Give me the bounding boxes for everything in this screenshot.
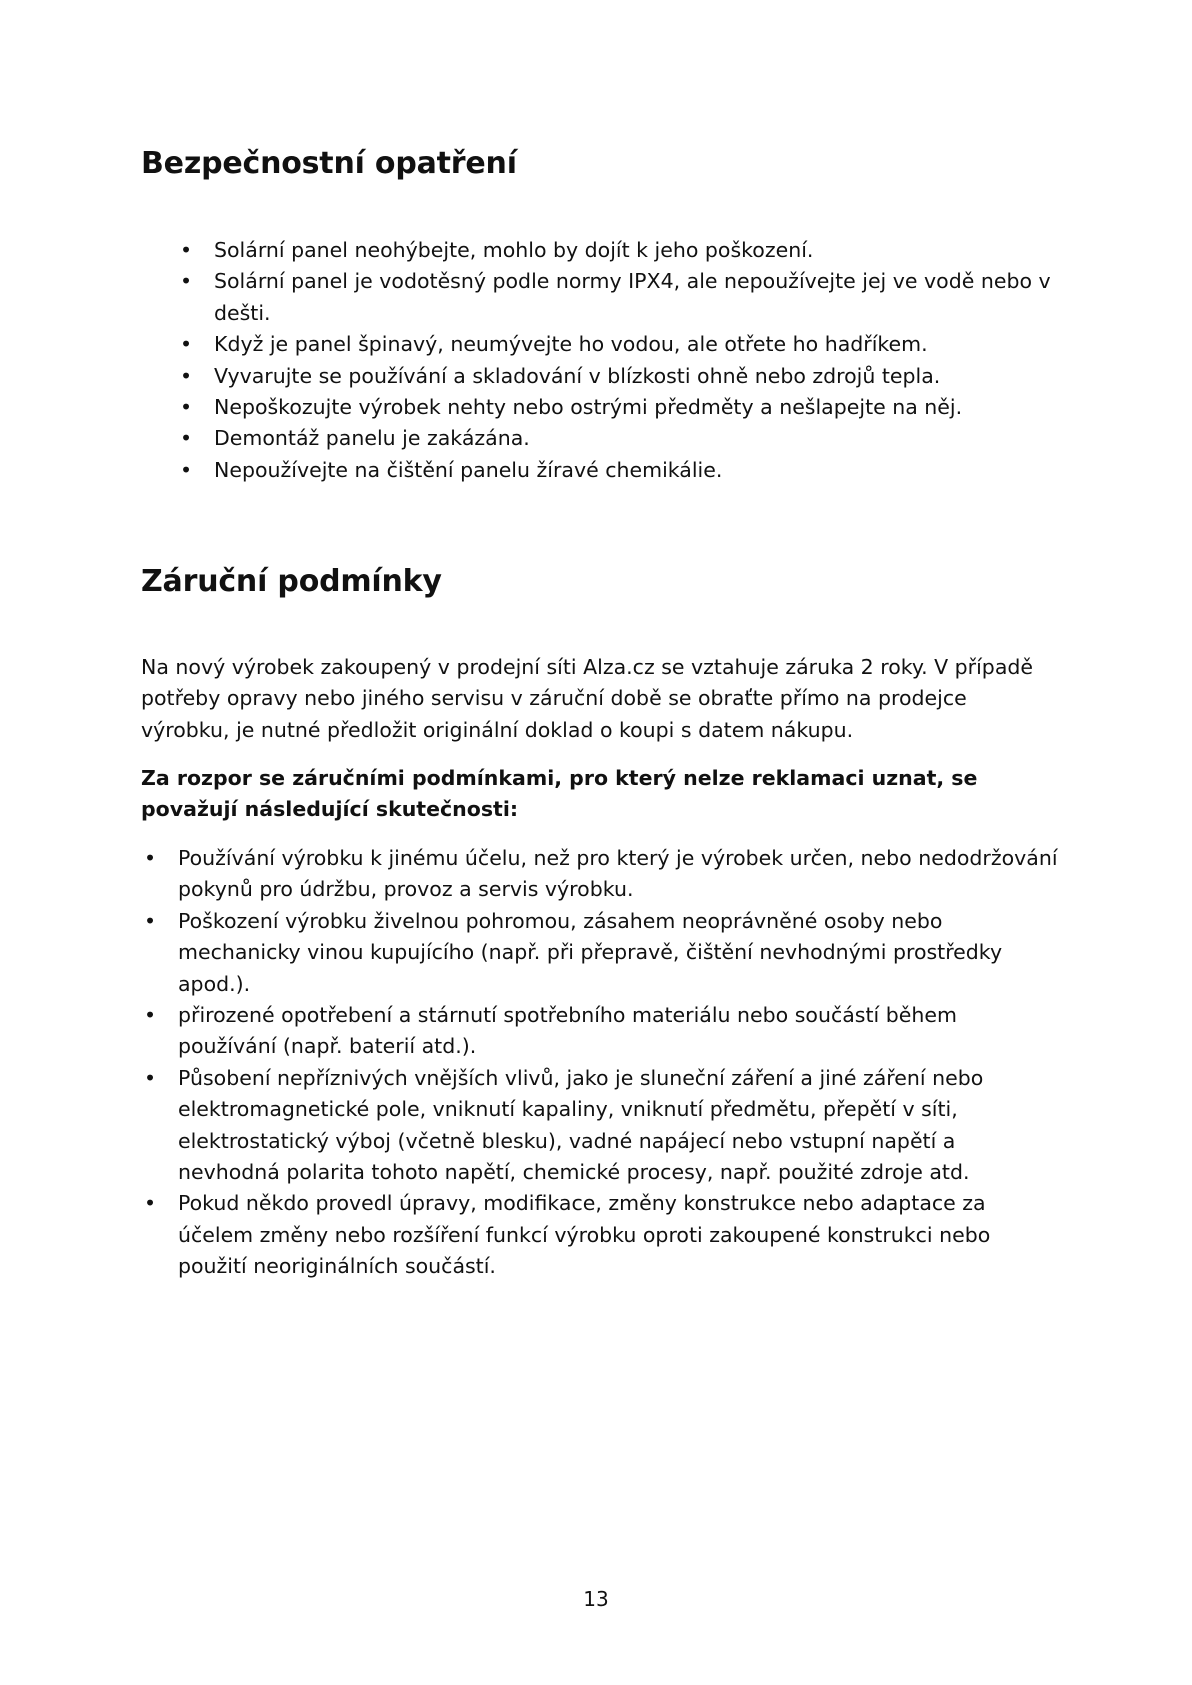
list-item-text: Vyvarujte se používání a skladování v blízkosti ohně nebo zdrojů tepla.	[214, 363, 941, 388]
list-item	[180, 361, 1064, 392]
bullet: •	[180, 238, 193, 262]
list-item	[180, 329, 1064, 360]
safety-list	[180, 235, 1064, 486]
list-item	[144, 906, 1058, 1000]
list-item	[144, 1000, 1058, 1063]
bullet: •	[180, 363, 193, 388]
bullet: •	[180, 426, 193, 451]
list-item-text: Působení nepříznivých vnějších vlivů, jako je sluneční záření a jiné záření nebo elektromagnetické pole, vniknutí kapaliny, vniknutí předmětu, přepětí v síti, elektrostatický výboj (včetně blesku), vadné napájecí nebo vstupní napětí a nevhodná polarita tohoto napětí, chemické procesy, např. použité zdroje atd.	[178, 1065, 984, 1185]
warranty-exclusions-list	[144, 843, 1058, 1283]
list-item-text: Používání výrobku k jinému účelu, než pro který je výrobek určen, nebo nedodržování pokynů pro údržbu, provoz a servis výrobku.	[178, 846, 1058, 902]
list-item-text: Pokud někdo provedl úpravy, modifikace, změny konstrukce nebo adaptace za účelem změny nebo rozšíření funkcí výrobku oproti zakoupené konstrukci nebo použití neoriginálních součástí.	[178, 1191, 991, 1279]
list-item	[180, 423, 1064, 454]
bullet: •	[180, 269, 193, 294]
list-item	[180, 266, 1064, 329]
warranty-intro: Na nový výrobek zakoupený v prodejní síti Alza.cz se vztahuje záruka 2 roky. V případě potřeby opravy nebo jiného servisu v záruční době se obraťte přímo na prodejce výrobku, je nutné předložit originální doklad o koupi s datem nákupu.	[141, 655, 1034, 742]
list-item	[144, 843, 1058, 906]
bullet: •	[144, 1191, 157, 1216]
bullet: •	[180, 395, 193, 420]
list-item-text: Poškození výrobku živelnou pohromou, zásahem neoprávněné osoby nebo mechanicky vinou kupujícího (např. při přepravě, čištění nevhodnými prostředky apod.).	[178, 908, 1003, 996]
list-item-text: Solární panel je vodotěsný podle normy IPX4, ale nepoužívejte jej ve vodě nebo v dešti.	[214, 269, 1051, 325]
bullet: •	[180, 332, 193, 357]
list-item-text: Demontáž panelu je zakázána.	[214, 426, 530, 451]
bullet: •	[144, 1065, 157, 1090]
page-number: 13	[583, 1587, 609, 1611]
bullet: •	[180, 457, 193, 482]
list-item	[180, 392, 1064, 423]
list-item-text: Když je panel špinavý, neumývejte ho vodou, ale otřete ho hadříkem.	[214, 332, 928, 357]
list-item-text: Nepoužívejte na čištění panelu žíravé chemikálie.	[214, 457, 723, 482]
bullet: •	[144, 846, 157, 870]
list-item	[180, 235, 1064, 266]
warranty-heading: Záruční podmínky	[141, 564, 442, 599]
list-item	[144, 1063, 1058, 1189]
list-item	[180, 455, 1064, 486]
safety-heading: Bezpečnostní opatření	[141, 146, 517, 181]
exclusions-heading: Za rozpor se záručními podmínkami, pro který nelze reklamaci uznat, se považují následující skutečnosti:	[141, 766, 978, 822]
list-item	[144, 1188, 1058, 1282]
list-item-text: Solární panel neohýbejte, mohlo by dojít k jeho poškození.	[214, 238, 814, 262]
list-item-text: přirozené opotřebení a stárnutí spotřebního materiálu nebo součástí během používání (např. baterií atd.).	[178, 1003, 957, 1059]
bullet: •	[144, 1003, 157, 1028]
list-item-text: Nepoškozujte výrobek nehty nebo ostrými předměty a nešlapejte na něj.	[214, 395, 963, 420]
bullet: •	[144, 908, 157, 933]
